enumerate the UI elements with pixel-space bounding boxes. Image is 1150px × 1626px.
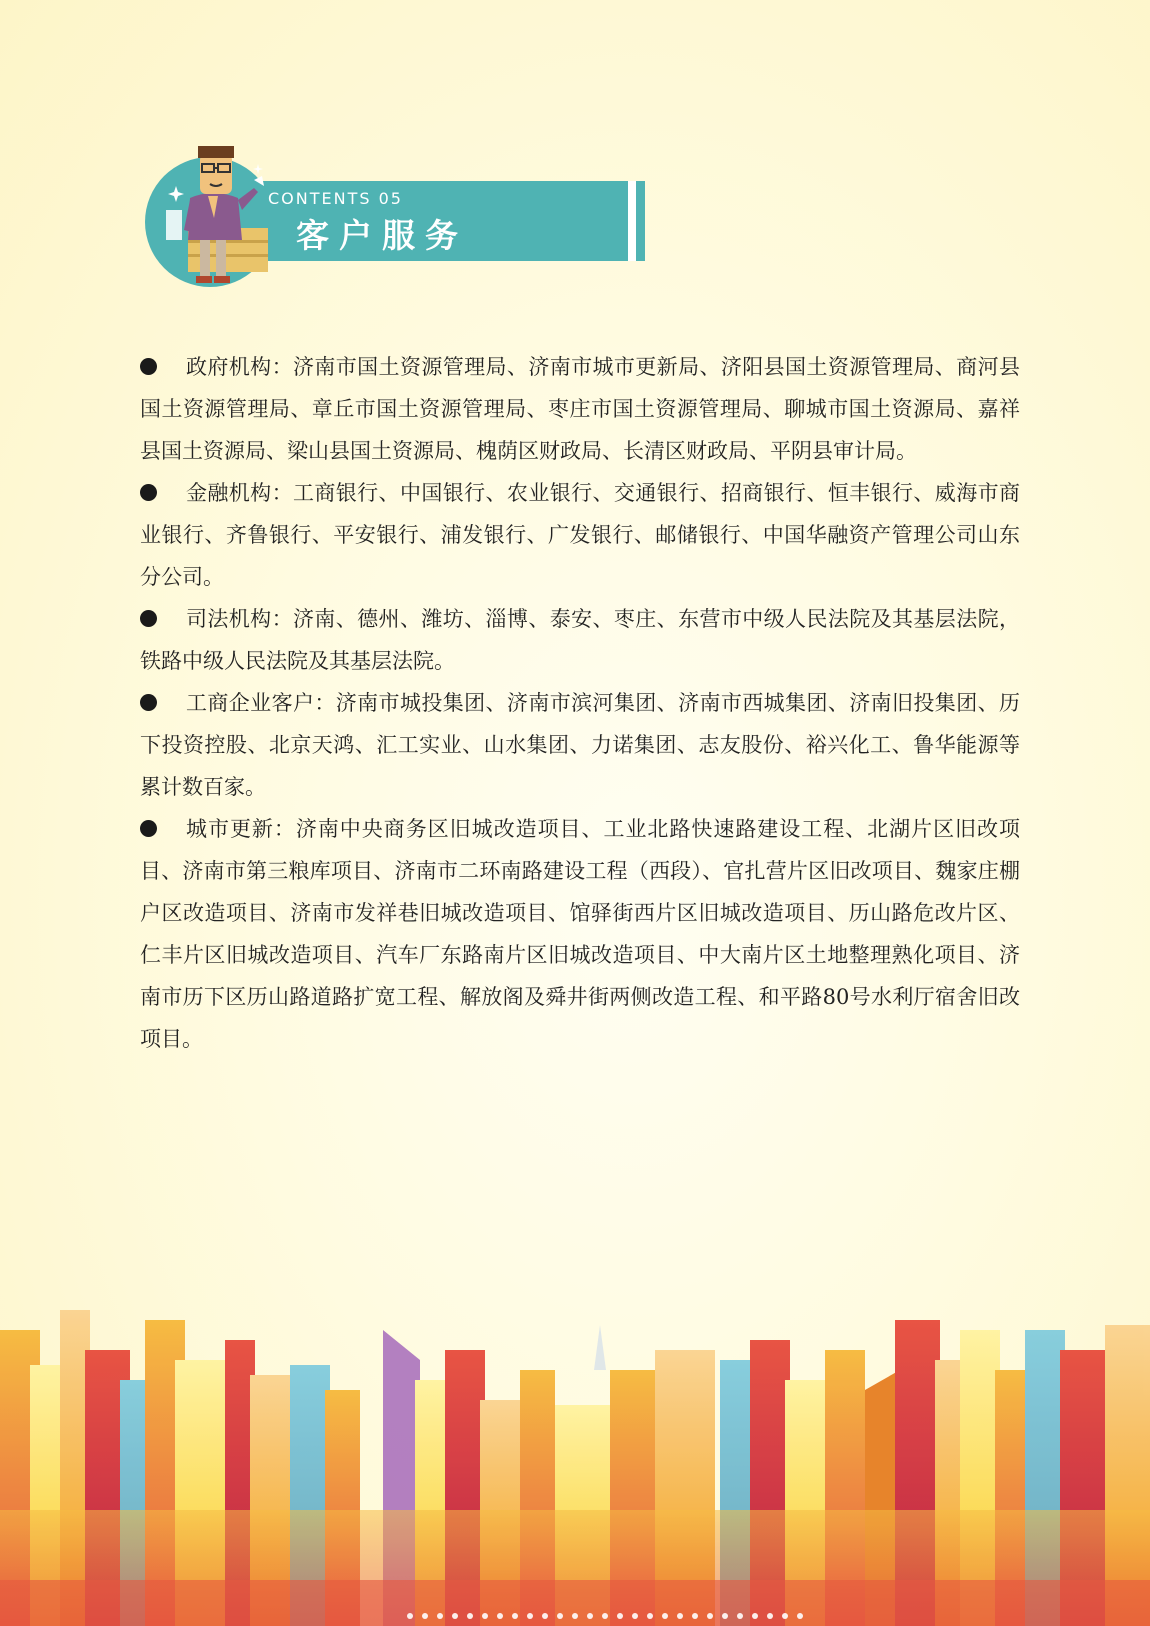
bullet-dot-icon <box>140 358 157 375</box>
list-item <box>140 682 1020 808</box>
list-item-text: 司法机构：济南、德州、潍坊、淄博、泰安、枣庄、东营市中级人民法院及其基层法院，铁路中级人民法院及其基层法院。 <box>140 607 1020 673</box>
section-title: 客户服务 <box>296 216 468 255</box>
bullet-dot-icon <box>140 694 157 711</box>
list-item <box>140 598 1020 682</box>
header-band-edge <box>638 181 645 261</box>
bullet-dot-icon <box>140 820 157 837</box>
list-item <box>140 472 1020 598</box>
city-skyline-illustration <box>0 1310 1150 1626</box>
list-item-text: 政府机构：济南市国土资源管理局、济南市城市更新局、济阳县国土资源管理局、商河县国土资源管理局、章丘市国土资源管理局、枣庄市国土资源管理局、聊城市国土资源局、嘉祥县国土资源局、梁山县国土资源局、槐荫区财政局、长清区财政局、平阴县审计局。 <box>140 355 1020 463</box>
client-list <box>140 346 1020 1060</box>
list-item <box>140 808 1020 1060</box>
list-item-text: 城市更新：济南中央商务区旧城改造项目、工业北路快速路建设工程、北湖片区旧改项目、济南市第三粮库项目、济南市二环南路建设工程（西段）、官扎营片区旧改项目、魏家庄棚户区改造项目、济南市发祥巷旧城改造项目、馆驿街西片区旧城改造项目、历山路危改片区、仁丰片区旧城改造项目、汽车厂东路南片区旧城改造项目、中大南片区土地整理熟化项目、济南市历下区历山路道路扩宽工程、解放阁及舜井街两侧改造工程、和平路80号水利厅宿舍旧改项目。 <box>140 817 1020 1051</box>
list-item-text: 金融机构：工商银行、中国银行、农业银行、交通银行、招商银行、恒丰银行、威海市商业银行、齐鲁银行、平安银行、浦发银行、广发银行、邮储银行、中国华融资产管理公司山东分公司。 <box>140 481 1020 589</box>
section-header <box>140 140 510 290</box>
list-item <box>140 346 1020 472</box>
cartoon-man-with-glasses-icon <box>158 140 278 290</box>
bullet-dot-icon <box>140 610 157 627</box>
contents-number: CONTENTS 05 <box>268 189 403 208</box>
header-band-gap <box>628 181 636 261</box>
bullet-dot-icon <box>140 484 157 501</box>
list-item-text: 工商企业客户：济南市城投集团、济南市滨河集团、济南市西城集团、济南旧投集团、历下投资控股、北京天鸿、汇工实业、山水集团、力诺集团、志友股份、裕兴化工、鲁华能源等累计数百家。 <box>140 691 1020 799</box>
